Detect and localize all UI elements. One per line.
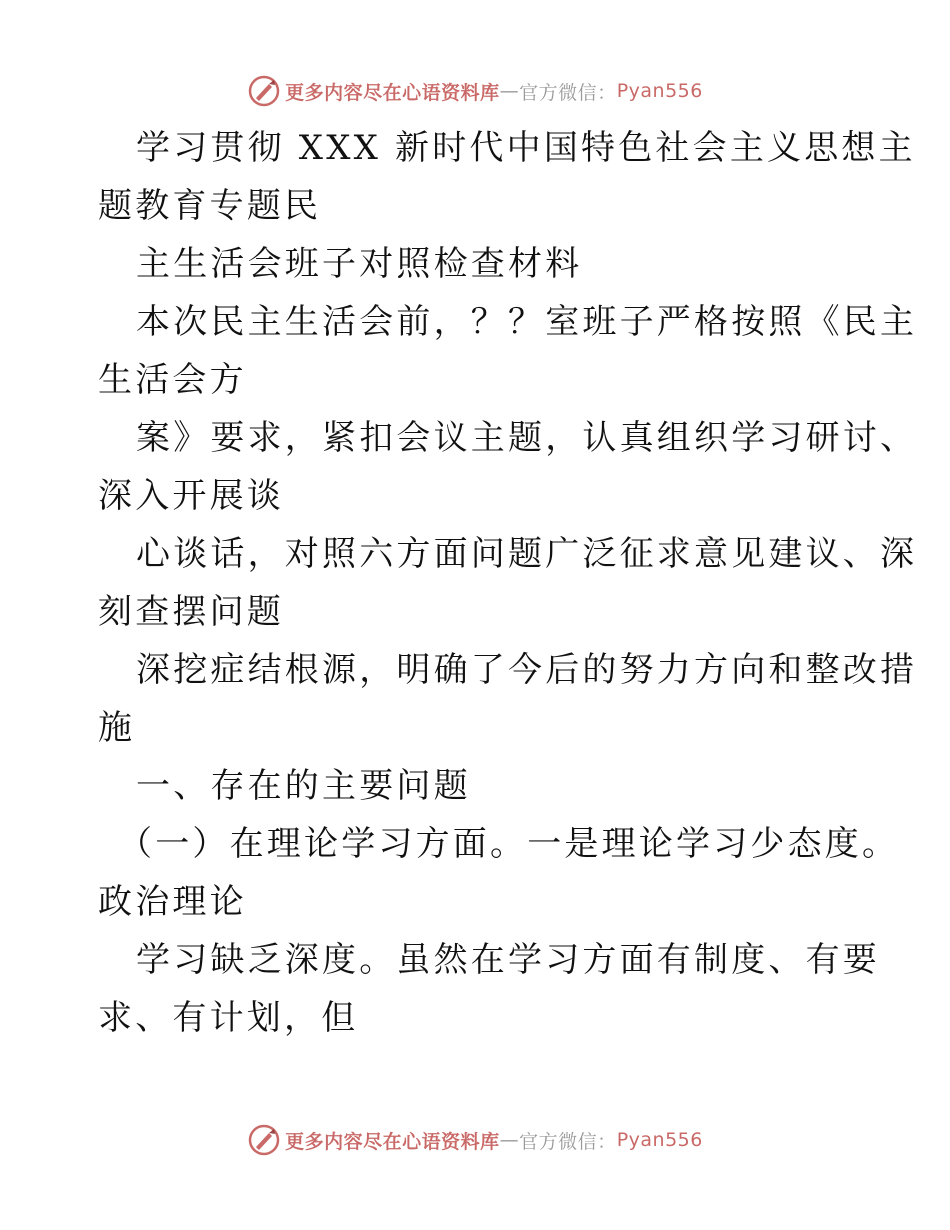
text-line: （一）在理论学习方面。一是理论学习少态度。 — [118, 824, 900, 864]
watermark-main-text: 更多内容尽在心语资料库 — [285, 81, 500, 104]
text-line: 学习贯彻 XXX 新时代中国特色社会主义思想主 — [136, 128, 916, 168]
quill-pen-logo-icon — [247, 74, 281, 108]
section-heading: 一、存在的主要问题 — [136, 766, 471, 806]
text-line: 刻查摆问题 — [98, 592, 284, 632]
text-line: 深挖症结根源，明确了今后的努力方向和整改措 — [136, 650, 918, 690]
watermark-dash: — — [499, 80, 520, 102]
watermark-wechat-id: Pyan556 — [616, 80, 703, 102]
quill-pen-logo-icon — [247, 1123, 281, 1157]
watermark-wechat-id: Pyan556 — [616, 1129, 703, 1151]
header-watermark — [0, 71, 950, 111]
text-line: 心谈话，对照六方面问题广泛征求意见建议、深 — [136, 534, 918, 574]
text-line: 求、有计划，但 — [98, 998, 359, 1038]
text-line: 题教育专题民 — [98, 186, 322, 226]
text-line: 主生活会班子对照检查材料 — [136, 244, 583, 284]
text-line: 生活会方 — [98, 360, 247, 400]
watermark-wechat-label: 官方微信： — [519, 1130, 617, 1153]
text-line: 案》要求，紧扣会议主题，认真组织学习研讨、 — [136, 418, 918, 458]
watermark-main-text: 更多内容尽在心语资料库 — [285, 1130, 500, 1153]
text-line: 深入开展谈 — [98, 476, 284, 516]
watermark-dash: — — [499, 1129, 520, 1151]
watermark-wechat-label: 官方微信： — [519, 81, 617, 104]
text-line: 政治理论 — [98, 882, 247, 922]
footer-watermark — [0, 1120, 950, 1160]
text-line: 本次民主生活会前，？？室班子严格按照《民主 — [136, 302, 918, 342]
text-line: 施 — [98, 708, 136, 748]
text-line: 学习缺乏深度。虽然在学习方面有制度、有要 — [136, 940, 880, 980]
